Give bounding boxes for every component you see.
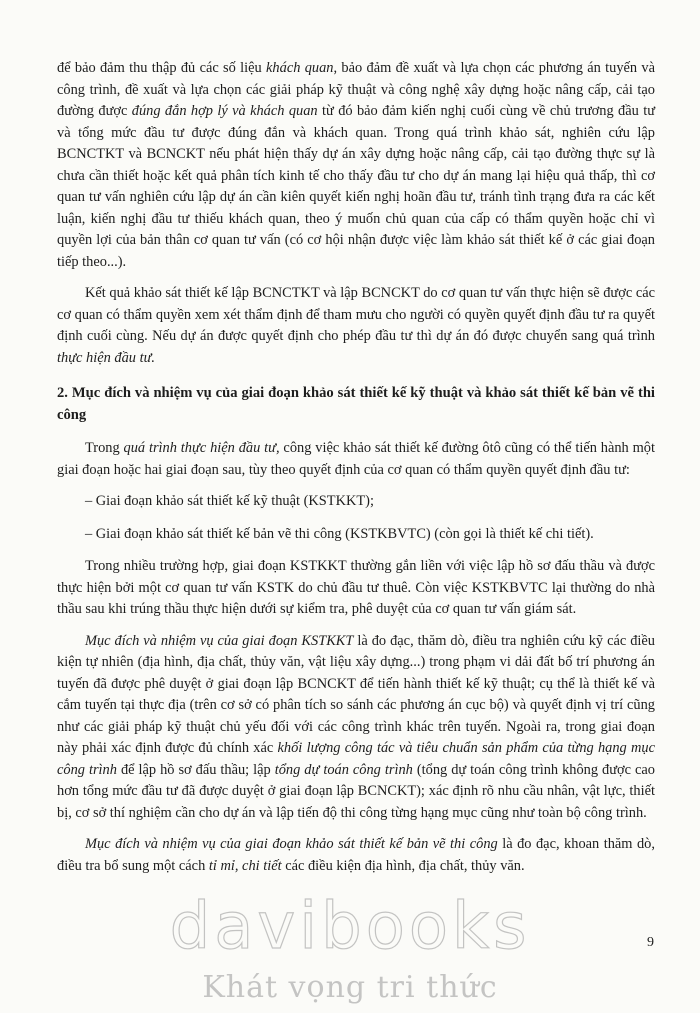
section-heading [57, 383, 655, 426]
italic-text: thực hiện đầu tư. [57, 349, 156, 366]
italic-text: khách quan [266, 60, 334, 76]
list-item [57, 524, 655, 546]
text-run: để lập hồ sơ đấu thầu; lập [116, 761, 275, 778]
list-item [57, 491, 655, 513]
italic-text: tổng dự toán công trình [274, 761, 413, 778]
text-run: 2. Mục đích và nhiệm vụ của giai đoạn khảo sát thiết kế kỹ thuật và khảo sát thiết kế bản vẽ thi công [57, 385, 655, 423]
paragraph [57, 834, 655, 877]
watermark-tagline: Khát vọng tri thức [202, 970, 498, 1005]
italic-text: tỉ mỉ, chi tiết [208, 857, 282, 874]
page-body [57, 58, 655, 887]
italic-text: đúng đắn hợp lý và khách quan [131, 103, 318, 119]
text-run: Trong [85, 440, 124, 456]
paragraph [57, 556, 655, 621]
text-run: (tổng dự toán công trình không được cao hơn tổng mức đầu tư đã được duyệt ở giai đoạn lập BCNCKT); xác định rõ nhu cầu nhân, vật lực, thiết bị, cơ sở thí nghiệm cần cho dự án và lập tiến độ thi công từng hạng mục cũng như toàn bộ công trình. [57, 761, 655, 821]
paragraph [57, 58, 655, 273]
text-run: từ đó bảo đảm kiến nghị cuối cùng về chủ trương đầu tư và tổng mức đầu tư được đúng đắn và khách quan. Trong quá trình khảo sát, nghiên cứu lập BCNCTKT và BCNCKT nếu phát hiện thấy dự án xây dựng hoặc nâng cấp, cải tạo đường thực sự là chưa cần thiết hoặc kết quả phân tích kinh tế cho thấy đầu tư cho dự án mang lại hiệu quả thấp, thì cơ quan tư vấn nghiên cứu lập dự án cần kiên quyết kiến nghị hoãn đầu tư, tránh tình trạng đưa ra các kết luận, kiến nghị đầu tư thiếu khách quan, theo ý muốn chủ quan của cấp có thẩm quyền hoặc chỉ vì quyền lợi của bản thân cơ quan tư vấn (có cơ hội nhận được việc làm khảo sát thiết kế ở các giai đoạn tiếp theo...). [57, 103, 655, 270]
italic-text: Mục đích và nhiệm vụ của giai đoạn khảo sát thiết kế bản vẽ thi công [85, 836, 498, 852]
text-run: Kết quả khảo sát thiết kế lập BCNCTKT và lập BCNCKT do cơ quan tư vấn thực hiện sẽ được các cơ quan có thẩm quyền xem xét thẩm định để tham mưu cho người có quyền quyết định đầu tư ra quyết định cuối cùng. Nếu dự án được quyết định cho phép đầu tư thì dự án đó được chuyển sang quá trình [57, 285, 655, 344]
paragraph [57, 283, 655, 369]
text-run: – Giai đoạn khảo sát thiết kế bản vẽ thi công (KSTKBVTC) (còn gọi là thiết kế chi tiết). [85, 525, 594, 542]
page-number: 9 [647, 935, 654, 950]
text-run: là đo đạc, thăm dò, điều tra nghiên cứu kỹ các điều kiện tự nhiên (địa hình, địa chất, thủy văn, vật liệu xây dựng...) trong phạm vi dải đất bố trí phương án tuyến đã được phê duyệt ở giai đoạn lập BCNCKT để tiến hành thiết kế kỹ thuật; cụ thể là thiết kế và cắm tuyến tại thực địa (trên cơ sở có phân tích so sánh các phương án cục bộ) và quyết định vị trí cũng như các giải pháp kỹ thuật chủ yếu đối với các công trình khác trên tuyến. Ngoài ra, trong giai đoạn này phải xác định được đủ chính xác [57, 632, 656, 756]
text-run: công việc khảo sát thiết kế đường ôtô cũng có thể tiến hành một giai đoạn hoặc hai giai đoạn sau, tùy theo quyết định của cơ quan có thẩm quyền quyết định đầu tư: [57, 440, 655, 478]
text-run: , bảo đảm đề xuất và lựa chọn các phương án tuyến và công trình, đề xuất và lựa chọn các giải pháp kỹ thuật và công nghệ xây dựng hoặc nâng cấp, cải tạo đường được [57, 60, 656, 119]
italic-text: Mục đích và nhiệm vụ của giai đoạn KSTKKT [85, 632, 354, 649]
text-run: – Giai đoạn khảo sát thiết kế kỹ thuật (KSTKKT); [85, 493, 374, 509]
paragraph [57, 631, 655, 825]
paragraph [57, 438, 655, 481]
watermark-brand: davibooks [169, 890, 531, 964]
italic-text: khối lượng công tác và tiêu chuẩn sản phẩm của từng hạng mục công trình [57, 740, 655, 778]
italic-text: quá trình thực hiện đầu tư, [123, 440, 280, 456]
text-run: các điều kiện địa hình, địa chất, thủy văn. [281, 857, 525, 874]
text-run: Trong nhiều trường hợp, giai đoạn KSTKKT thường gắn liền với việc lập hồ sơ đấu thầu và được thực hiện bởi một cơ quan tư vấn KSTK do chủ đầu tư thuê. Còn việc KSTKBVTC lại thường do nhà thầu sau khi trúng thầu thực hiện dưới sự kiểm tra, phê duyệt của cơ quan tư vấn giám sát. [57, 558, 655, 617]
text-run: để bảo đảm thu thập đủ các số liệu [57, 60, 267, 76]
text-run: là đo đạc, khoan thăm dò, điều tra bổ sung một cách [57, 836, 655, 874]
